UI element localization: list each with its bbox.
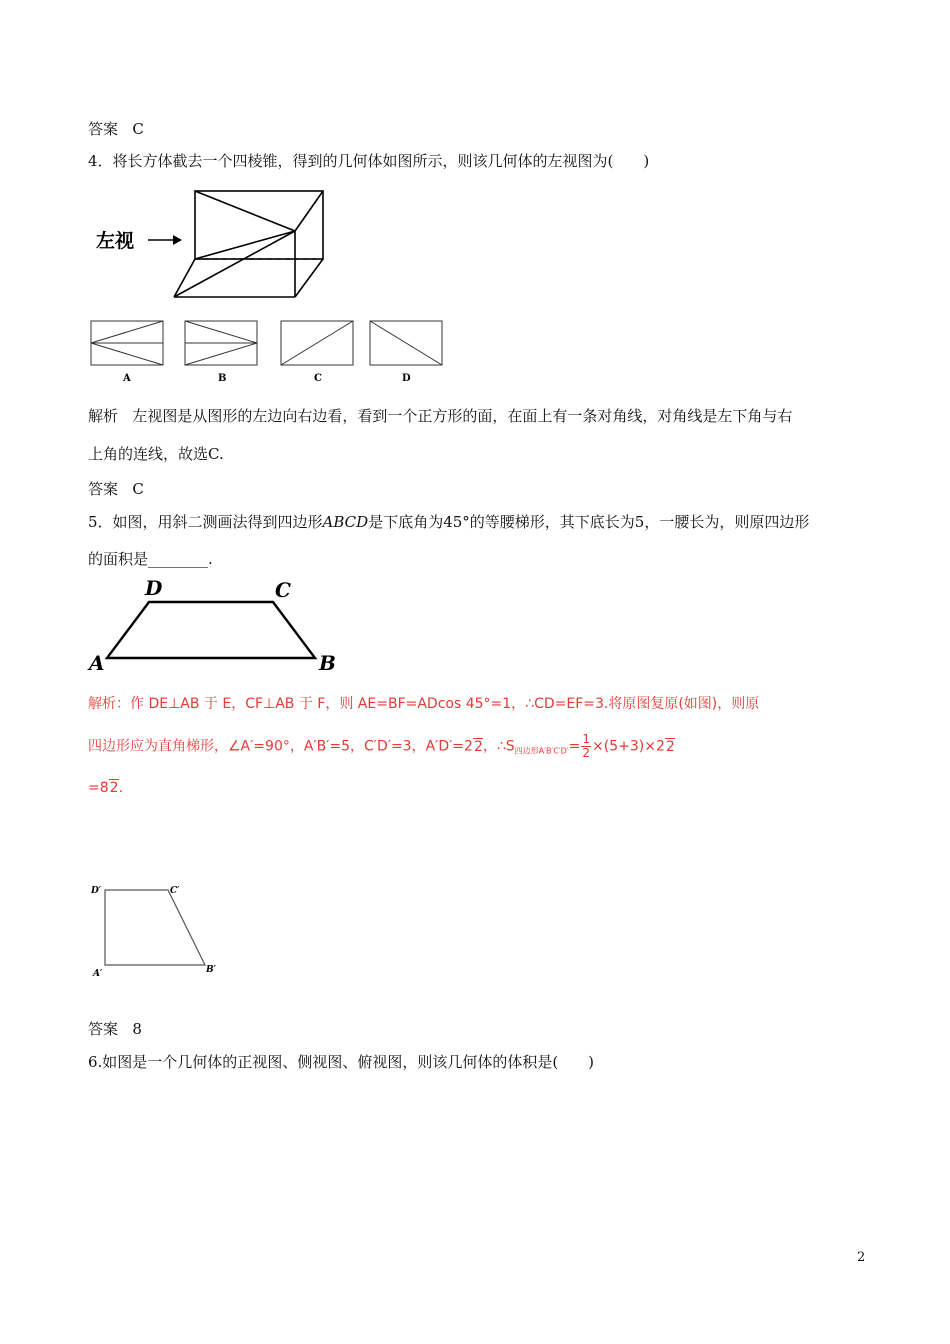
q4-solid-figure [90, 185, 350, 305]
question-text: 5．如图，用斜二测画法得到四边形 [88, 513, 323, 531]
q4-question: 4．将长方体截去一个四棱锥，得到的几何体如图所示，则该几何体的左视图为( ) [88, 152, 650, 170]
analysis-label: 解析 [88, 407, 119, 425]
answer-label: 答案 [88, 480, 119, 498]
sqrt-value-3: 2 [109, 780, 119, 796]
q3-answer [88, 118, 144, 139]
answer-value: 8 [132, 1020, 142, 1038]
option-a[interactable] [91, 321, 163, 365]
solution-result: =8 [88, 780, 109, 796]
answer-label: 答案 [88, 120, 119, 138]
answer-label: 答案 [88, 1020, 119, 1038]
q5-solution-line3 [88, 780, 123, 796]
q4-analysis-line2: 上角的连线，故选C. [88, 445, 224, 463]
fraction [581, 733, 591, 760]
vertex-b-prime: B′ [206, 965, 216, 975]
vertex-d: D [145, 576, 163, 600]
q5-solution-line1: 解析：作 DE⊥AB 于 E，CF⊥AB 于 F，则 AE=BF=ADcos 45°=1，∴CD=EF=3.将原图复原(如图)，则原 [88, 696, 760, 712]
q5-solution-line2 [88, 733, 675, 760]
q4-analysis-line1 [88, 405, 792, 426]
option-d-label: D [402, 373, 411, 384]
q5-right-trapezoid-figure [88, 880, 228, 980]
option-d[interactable] [370, 321, 442, 365]
left-view-label: 左视 [96, 230, 135, 252]
option-a-label: A [123, 373, 131, 384]
option-b-label: B [218, 373, 227, 384]
question-text-2: 是下底角为45°的等腰梯形，其下底长为5，一腰长为，则原四边形 [368, 513, 810, 531]
vertex-a: A [89, 651, 105, 675]
q5-question-line2: 的面积是________. [88, 550, 213, 568]
q4-options[interactable] [88, 318, 458, 388]
answer-value: C [132, 120, 144, 138]
q6-question: 6.如图是一个几何体的正视图、侧视图、俯视图，则该几何体的体积是( ) [88, 1053, 595, 1071]
fraction-numerator: 1 [582, 732, 591, 746]
equals-sign: = [568, 738, 581, 755]
page-number: 2 [857, 1250, 866, 1265]
q5-answer [88, 1018, 142, 1039]
solution-text: 四边形应为直角梯形，∠A′=90°，A′B′=5，C′D′=3，A′D′=2 [88, 738, 473, 755]
answer-value: C [132, 480, 144, 498]
vertex-a-prime: A′ [93, 969, 103, 979]
solution-text-3: ×(5+3)×2 [592, 738, 665, 755]
arrow-head-icon [173, 235, 182, 245]
fraction-denominator: 2 [582, 746, 591, 760]
analysis-text: 左视图是从图形的左边向右边看，看到一个正方形的面，在面上有一条对角线，对角线是左下角与右 [132, 407, 793, 425]
sqrt-value: 2 [473, 738, 483, 755]
solution-text-2: ，∴S [482, 738, 515, 755]
option-b[interactable] [185, 321, 257, 365]
option-c-label: C [314, 373, 322, 384]
vertex-d-prime: D′ [91, 886, 102, 896]
vertex-c-prime: C′ [170, 886, 180, 896]
q5-trapezoid-figure [85, 575, 345, 675]
solid-edges [174, 191, 323, 297]
area-subscript: 四边形A′B′C′D′ [514, 746, 569, 756]
question-var: ABCD [322, 513, 369, 531]
sqrt-value-2: 2 [665, 738, 675, 755]
solution-period: . [118, 780, 124, 796]
q4-answer [88, 478, 144, 499]
vertex-b: B [319, 651, 336, 675]
vertex-c: C [275, 578, 291, 602]
q5-question-line1 [88, 511, 809, 532]
option-c[interactable] [281, 321, 353, 365]
